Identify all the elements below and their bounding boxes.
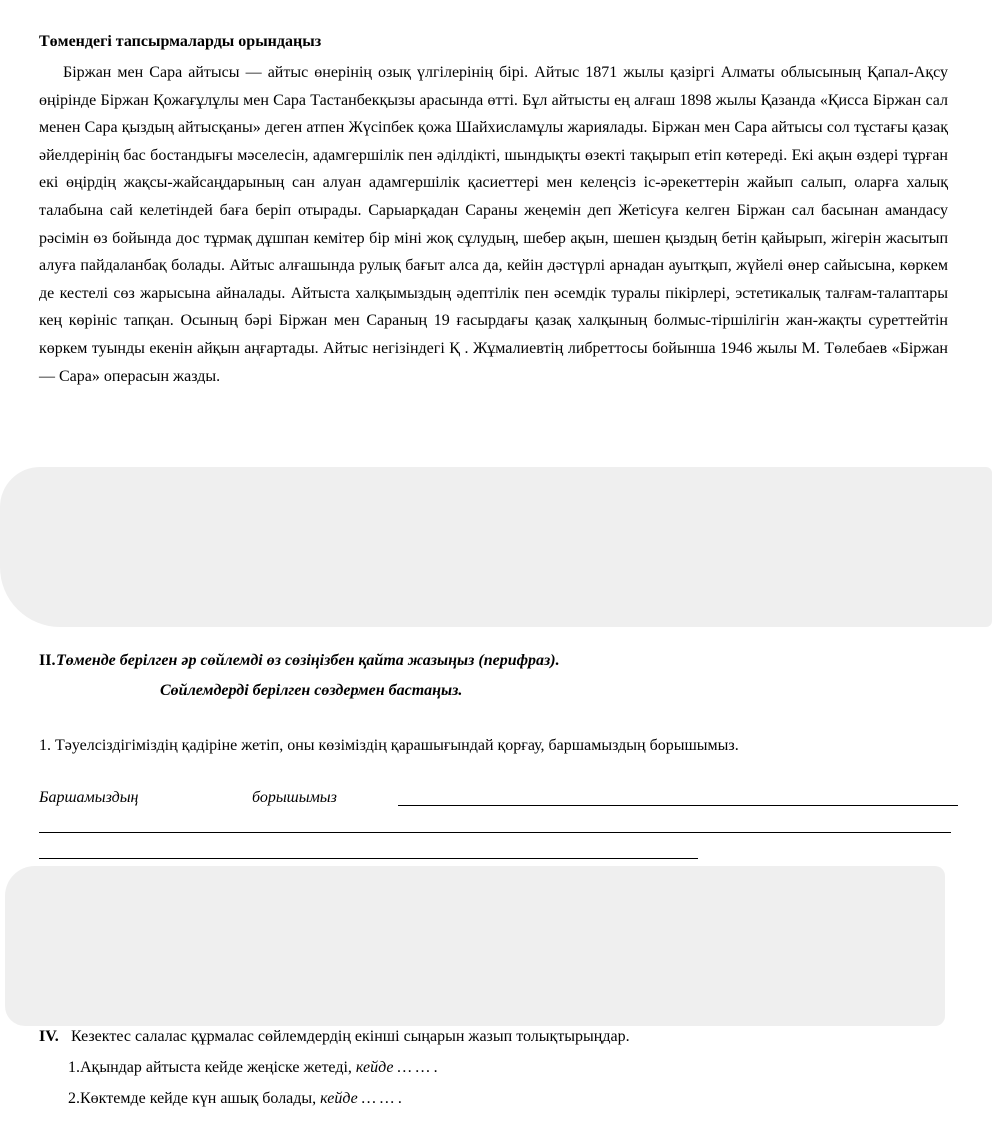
start-word: Баршамыздың	[39, 789, 139, 806]
section-4-number: IV.	[39, 1028, 59, 1045]
redacted-area	[0, 467, 992, 627]
section-2-number: II.	[39, 652, 56, 669]
redacted-area	[5, 866, 945, 1026]
answer-line[interactable]	[39, 858, 698, 859]
task-heading: Төмендегі тапсырмаларды орындаңыз	[39, 33, 322, 50]
exercise-item-1-blank: кейде … … .	[355, 1059, 438, 1076]
section-2-subtitle: Сөйлемдерді берілген сөздермен бастаңыз.	[160, 682, 463, 699]
section-2-title: Төменде берілген әр сөйлемді өз сөзіңізбен қайта жазыңыз (перифраз).	[56, 652, 560, 669]
question-1: 1. Тәуелсіздігіміздің қадіріне жетіп, оны көзіміздің қарашығындай қорғау, баршамыздың борышымыз.	[39, 737, 739, 754]
exercise-item-1-text: 1.Ақындар айтыста кейде жеңіске жетеді,	[68, 1059, 356, 1076]
exercise-item-2	[68, 1090, 402, 1108]
answer-line[interactable]	[398, 805, 958, 806]
reading-passage: Біржан мен Сара айтысы — айтыс өнерінің озық үлгілерінің бірі. Айтыс 1871 жылы қазіргі Алматы облысының Қапал-Ақсу өңірінде Біржан Қожағұлұлы мен Сара Тастанбекқызы арасында өтті. Бұл айтысты ең алғаш 1898 жылы Қазанда «Қисса Біржан сал менен Сара қыздың айтысқаны» деген атпен Жүсіпбек қожа Шайхисламұлы жариялады. Біржан мен Сара айтысы сол тұстағы қазақ әйелдерінің бас бостандығы мәселесін, адамгершілік пен әділдікті, шындықты өзекті тақырып етіп көтереді. Екі ақын өздері тұрған екі өңірдің жақсы-жайсаңдарының сан алуан адамгершілік қасиеттері мен келеңсіз іс-әрекеттерін жайып салып, оларға халық талабына сай келетіндей баға беріп отырады. Сарыарқадан Сараны жеңемін деп Жетісуға келген Біржан сал басынан амандасу рәсімін өз бойында дос тұрмақ дұшпан кемітер бір міні жоқ сұлудың, шебер ақын, шешен қыздың бетін қайырып, жігерін жасытып алуға пайдаланбақ болады. Айтыс алғашында рулық бағыт алса да, кейін дәстүрлі арнадан ауытқып, жүйелі өнер сайысына, көркем де кестелі сөз жарысына айналады. Айтыста халқымыздың әдептілік пен әсемдік туралы пікірлері, эстетикалық талғам-талаптары кең көрініс тапқан. Осының бәрі Біржан мен Сараның 19 ғасырдағы қазақ халқының болмыс-тіршілігін жан-жақты суреттейтін көркем туынды екенін айқын аңғартады. Айтыс негізіндегі Қ . Жұмалиевтің либреттосы бойынша 1946 жылы М. Төлебаев «Біржан — Сара» операсын жазды.	[39, 64, 948, 385]
exercise-item-1	[68, 1059, 438, 1077]
exercise-item-2-text: 2.Көктемде кейде күн ашық болады,	[68, 1090, 321, 1107]
exercise-item-2-blank: кейде … … .	[320, 1090, 403, 1107]
end-word: борышымыз	[252, 789, 337, 806]
section-4-title: Кезектес салалас құрмалас сөйлемдердің екінші сыңарын жазып толықтырыңдар.	[71, 1028, 630, 1045]
answer-line[interactable]	[39, 832, 951, 833]
